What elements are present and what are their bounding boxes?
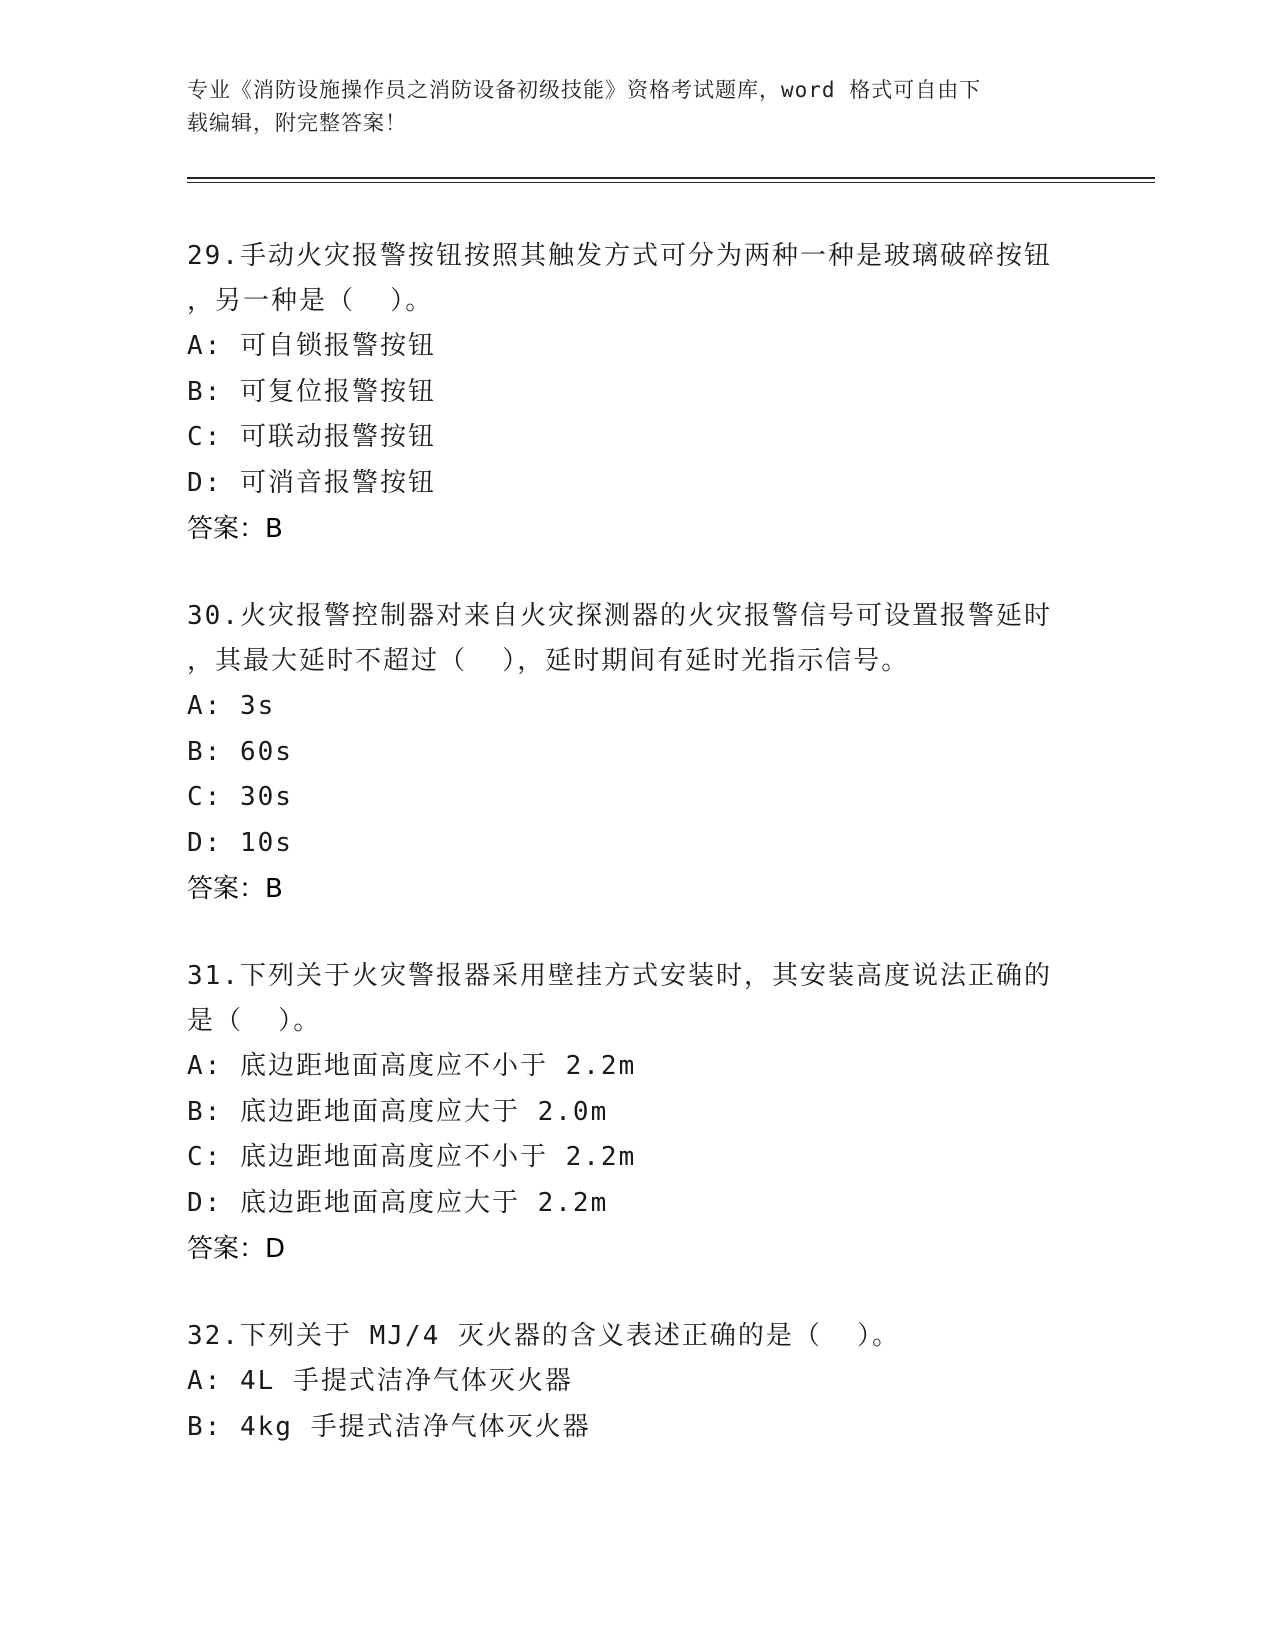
option-b: B: 60s (187, 736, 293, 767)
answer: 答案：D (187, 1234, 286, 1264)
document-header (187, 74, 1067, 140)
option-c: C: 30s (187, 782, 293, 812)
option-a: A: 可自锁报警按钮 (187, 331, 436, 361)
question-stem-continued: 是（ ）。 (187, 1006, 322, 1036)
option-a: A: 3s (187, 691, 276, 721)
header-line-2: 载编辑，附完整答案！ (187, 111, 407, 135)
header-rule-thick (187, 177, 1155, 179)
option-b: B: 4kg 手提式洁净气体灭火器 (187, 1411, 591, 1442)
question-stem-continued: ，其最大延时不超过（ ），延时期间有延时光指示信号。 (187, 646, 910, 676)
option-a: A: 底边距地面高度应不小于 2.2m (187, 1051, 637, 1081)
question-29 (187, 234, 1087, 552)
option-b: B: 底边距地面高度应大于 2.0m (187, 1096, 609, 1127)
question-31 (187, 954, 1087, 1272)
question-32 (187, 1314, 1087, 1450)
option-a: A: 4L 手提式洁净气体灭火器 (187, 1366, 573, 1396)
option-d: D: 底边距地面高度应大于 2.2m (187, 1187, 609, 1218)
option-d: D: 可消音报警按钮 (187, 467, 436, 498)
option-c: C: 可联动报警按钮 (187, 422, 436, 452)
question-stem-continued: ，另一种是（ ）。 (187, 286, 434, 316)
option-d: D: 10s (187, 827, 293, 858)
header-line-1: 专业《消防设施操作员之消防设备初级技能》资格考试题库，word 格式可自由下 (187, 78, 982, 102)
question-stem: 30.火灾报警控制器对来自火灾探测器的火灾报警信号可设置报警延时 (187, 601, 1052, 631)
option-c: C: 底边距地面高度应不小于 2.2m (187, 1142, 637, 1172)
answer: 答案：B (187, 514, 283, 544)
question-30 (187, 594, 1087, 912)
question-list (187, 234, 1087, 1492)
header-rule-thin (187, 182, 1155, 183)
question-stem: 29.手动火灾报警按钮按照其触发方式可分为两种一种是玻璃破碎按钮 (187, 241, 1052, 271)
answer: 答案：B (187, 874, 283, 904)
question-stem: 32.下列关于 MJ/4 灭火器的含义表述正确的是（ ）。 (187, 1321, 901, 1351)
option-b: B: 可复位报警按钮 (187, 376, 436, 407)
question-stem: 31.下列关于火灾警报器采用壁挂方式安装时，其安装高度说法正确的 (187, 961, 1052, 991)
